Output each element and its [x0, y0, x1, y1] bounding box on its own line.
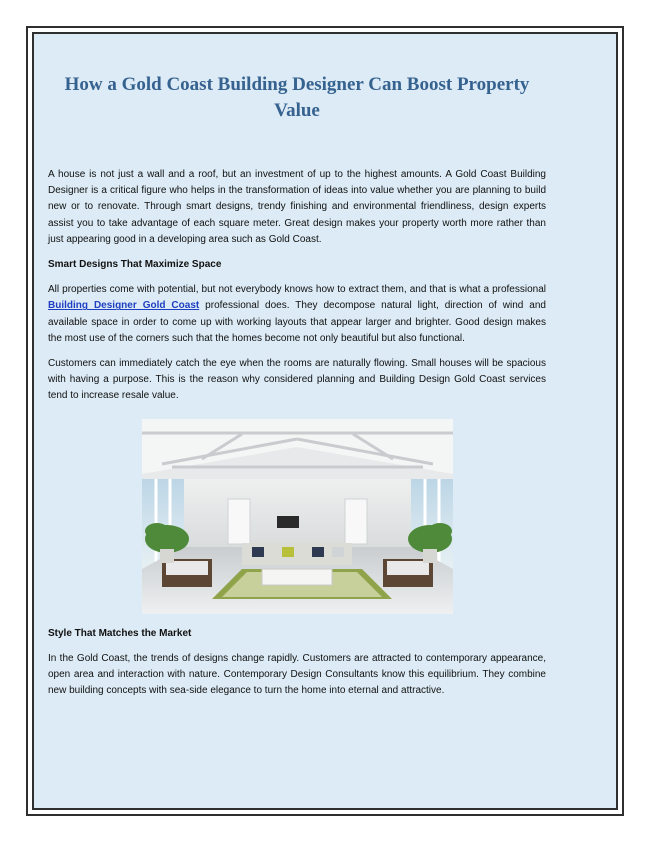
- section-heading-style-market: Style That Matches the Market: [48, 627, 192, 639]
- smart-designs-paragraph-1: [48, 282, 546, 347]
- interior-living-room-photo: [142, 419, 453, 614]
- document-body: [48, 72, 546, 699]
- section-heading-smart-designs: Smart Designs That Maximize Space: [48, 259, 222, 271]
- paragraph-text: All properties come with potential, but not everybody knows how to extract them, and that is what a professional: [48, 284, 546, 296]
- intro-paragraph: A house is not just a wall and a roof, but an investment of up to the highest amounts. A Gold Coast Building Designer is a critical figure who helps in the transformation of ideas into value whether you are planning to build new or to renovate. Through smart designs, trendy finishing and environmental friendliness, design experts assist you to take advantage of each square meter. Great design makes your property worth more rather than just appearing good in a developing area such as Gold Coast.: [48, 169, 546, 245]
- paragraph-text: professional does. They decompose natural light, direction of wind and available space in order to come up with working layouts that appear larger and brighter. Good design makes the most use of the corners such that the homes become not only beautiful but also functional.: [48, 300, 546, 344]
- page-title: How a Gold Coast Building Designer Can Boost Property Value: [64, 74, 530, 121]
- style-market-paragraph-1: In the Gold Coast, the trends of designs change rapidly. Customers are attracted to contemporary appearance, open area and interaction with nature. Contemporary Design Consultants know this equilibrium. They combine new building concepts with sea-side elegance to turn the home into eternal and attractive.: [48, 652, 546, 697]
- building-designer-link[interactable]: Building Designer Gold Coast: [48, 300, 200, 312]
- smart-designs-paragraph-2: Customers can immediately catch the eye when the rooms are naturally flowing. Small houses will be spacious with having a purpose. This is the reason why considered planning and Building Design Gold Coast services tend to increase resale value.: [48, 358, 546, 402]
